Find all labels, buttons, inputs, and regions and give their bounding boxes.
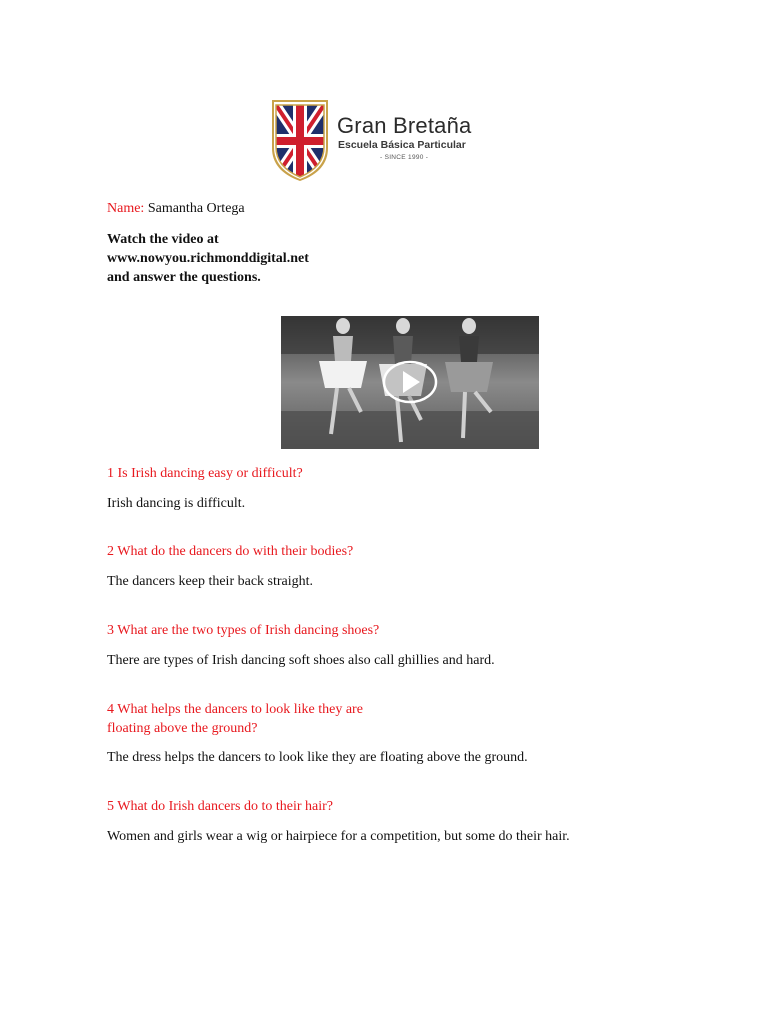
video-thumbnail[interactable] — [281, 316, 539, 449]
student-name-line — [107, 201, 245, 217]
school-logo — [270, 97, 490, 183]
name-label: Name: — [107, 201, 145, 216]
question-1: 1 Is Irish dancing easy or difficult? — [107, 466, 303, 481]
instructions-line-3: and answer the questions. — [107, 270, 261, 285]
question-4-line-2: floating above the ground? — [107, 721, 258, 736]
school-name: Gran Bretaña — [337, 113, 472, 138]
school-since: - SINCE 1990 - — [380, 154, 429, 161]
instructions-line-1: Watch the video at — [107, 232, 219, 247]
student-name: Samantha Ortega — [147, 201, 245, 216]
question-2: 2 What do the dancers do with their bodies? — [107, 544, 354, 559]
answer-5: Women and girls wear a wig or hairpiece for a competition, but some do their hair. — [107, 829, 570, 844]
answer-4: The dress helps the dancers to look like they are floating above the ground. — [107, 750, 528, 765]
answer-1: Irish dancing is difficult. — [107, 496, 246, 511]
question-3: 3 What are the two types of Irish dancing shoes? — [107, 623, 380, 638]
question-4-line-1: 4 What helps the dancers to look like they are — [107, 702, 363, 717]
question-5: 5 What do Irish dancers do to their hair? — [107, 799, 334, 814]
instructions-url: www.nowyou.richmonddigital.net — [107, 251, 309, 266]
answer-2: The dancers keep their back straight. — [107, 574, 314, 589]
answer-3: There are types of Irish dancing soft shoes also call ghillies and hard. — [107, 653, 495, 668]
instructions — [107, 230, 309, 287]
school-subtitle: Escuela Básica Particular — [338, 139, 466, 151]
question-4 — [107, 700, 363, 738]
union-jack-shield-icon — [270, 97, 330, 181]
play-icon[interactable] — [382, 360, 438, 404]
